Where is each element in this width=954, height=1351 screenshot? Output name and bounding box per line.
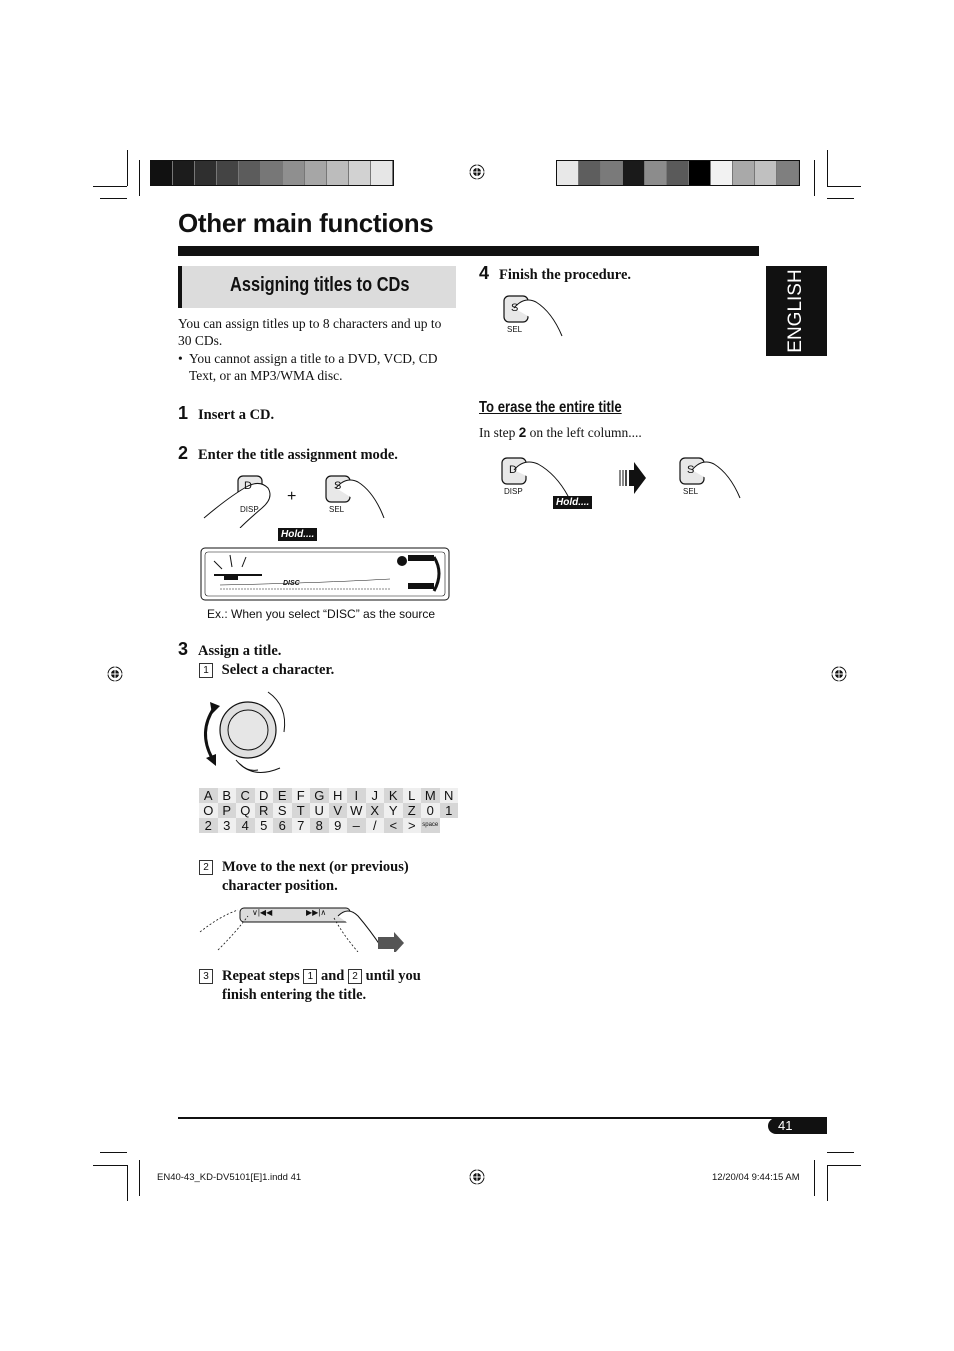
character-cell: U (310, 803, 329, 818)
crop-mark (827, 1165, 861, 1166)
crop-mark (127, 150, 128, 186)
step-2 (178, 443, 398, 464)
step-text: Insert a CD. (198, 407, 275, 423)
substep-text: Select a character. (221, 662, 335, 678)
crop-mark (814, 1160, 815, 1196)
character-cell: I (347, 788, 366, 803)
color-swatch (667, 161, 689, 185)
character-cell: C (236, 788, 255, 803)
hold-badge (278, 524, 317, 542)
step-text: Assign a title. (198, 643, 282, 659)
substep-text-b: until you finish entering the title. (222, 968, 421, 1003)
color-swatch (239, 161, 261, 185)
character-cell: 6 (273, 818, 292, 833)
substep-number: 2 (199, 860, 213, 875)
character-cell: 2 (199, 818, 218, 833)
seek-button-illustration (198, 902, 408, 952)
footer-rule (178, 1117, 827, 1119)
crop-mark (814, 160, 815, 196)
color-swatch (151, 161, 173, 185)
substep-ref: 1 (303, 969, 317, 984)
character-cell: F (292, 788, 311, 803)
substep-text-a: Repeat steps (222, 968, 300, 984)
section-title: Assigning titles to CDs (230, 274, 410, 296)
disp-label: DISP (240, 505, 259, 514)
color-swatch (689, 161, 711, 185)
sel-label: SEL (683, 487, 699, 496)
crop-mark (100, 1152, 127, 1153)
footer-file-info: EN40-43_KD-DV5101[E]1.indd 41 (157, 1172, 302, 1183)
language-tab (766, 266, 827, 356)
character-cell: W (347, 803, 366, 818)
erase-title: To erase the entire title (479, 399, 622, 416)
step-text: Enter the title assignment mode. (198, 447, 398, 463)
erase-text-b: on the left column.... (529, 425, 642, 440)
step-3-sub-2 (199, 858, 449, 896)
step-3 (178, 639, 281, 660)
registration-mark-icon (831, 666, 847, 682)
bullet-note: • You cannot assign a title to a DVD, VCD, CD Text, or an MP3/WMA disc. (178, 350, 453, 384)
color-swatch (623, 161, 645, 185)
color-swatch (777, 161, 799, 185)
registration-mark-icon (107, 666, 123, 682)
character-cell: > (403, 818, 422, 833)
step-number: 3 (178, 639, 189, 659)
crop-mark (827, 198, 854, 199)
d-key-label: D (509, 464, 517, 476)
substep-number: 3 (199, 969, 213, 984)
crop-mark (139, 160, 140, 196)
disp-label: DISP (504, 487, 523, 496)
character-cell: 1 (440, 803, 459, 818)
control-dial-illustration (196, 688, 296, 780)
character-cell: 9 (329, 818, 348, 833)
step-3-sub-1 (199, 662, 334, 679)
step-4 (479, 263, 631, 284)
character-table (199, 788, 458, 833)
intro-paragraph: You can assign titles up to 8 characters and up to 30 CDs. (178, 316, 442, 348)
color-swatch (305, 161, 327, 185)
character-cell: L (403, 788, 422, 803)
erase-text (479, 424, 642, 441)
registration-mark-icon (469, 1169, 485, 1185)
crop-mark (827, 186, 861, 187)
sel-button-illustration (496, 290, 576, 350)
page-title: Other main functions (178, 208, 434, 238)
step-3-sub-3 (199, 967, 459, 1005)
substep-text-and: and (320, 968, 345, 984)
character-cell: V (329, 803, 348, 818)
sel-label: SEL (329, 505, 345, 514)
character-cell: P (218, 803, 237, 818)
character-cell: G (310, 788, 329, 803)
character-cell: 4 (236, 818, 255, 833)
bullet-text: You cannot assign a title to a DVD, VCD, CD Text, or an MP3/WMA disc. (189, 351, 438, 383)
hold-text: Hold.... (553, 496, 592, 509)
character-cell: – (347, 818, 366, 833)
intro-text (178, 315, 453, 349)
character-cell: D (255, 788, 274, 803)
disp-button-illustration (200, 468, 280, 528)
character-cell: K (384, 788, 403, 803)
character-cell: O (199, 803, 218, 818)
step-number: 1 (178, 403, 189, 423)
crop-mark (93, 1165, 127, 1166)
color-swatch (173, 161, 195, 185)
character-cell: A (199, 788, 218, 803)
color-swatch (261, 161, 283, 185)
character-cell: 8 (310, 818, 329, 833)
substep-text (199, 967, 459, 1005)
display-caption: Ex.: When you select “DISC” as the source (207, 607, 436, 621)
arrow-right-icon (618, 460, 648, 496)
character-cell: Z (403, 803, 422, 818)
step-text: Finish the procedure. (499, 267, 632, 283)
crop-mark (127, 1165, 128, 1201)
crop-mark (827, 150, 828, 186)
character-cell: R (255, 803, 274, 818)
color-swatch (755, 161, 777, 185)
color-swatch (217, 161, 239, 185)
character-cell: 3 (218, 818, 237, 833)
footer-date: 12/20/04 9:44:15 AM (712, 1172, 800, 1183)
section-header (178, 266, 456, 308)
s-key-label: S (511, 302, 519, 314)
character-cell: E (273, 788, 292, 803)
character-cell: N (440, 788, 459, 803)
color-swatch (733, 161, 755, 185)
hold-text: Hold.... (278, 528, 317, 541)
erase-step-ref: 2 (518, 425, 527, 440)
character-cell: M (421, 788, 440, 803)
color-swatch (327, 161, 349, 185)
character-cell: space (421, 818, 440, 833)
plus-sign: + (287, 488, 297, 505)
character-cell: 5 (255, 818, 274, 833)
color-swatch (371, 161, 393, 185)
color-swatch (557, 161, 579, 185)
character-cell: < (384, 818, 403, 833)
character-cell: X (366, 803, 385, 818)
color-swatch (195, 161, 217, 185)
color-calibration-strip-right (556, 160, 800, 186)
hold-badge (553, 492, 592, 510)
title-rule (178, 246, 759, 256)
display-disc-label: DISC (283, 580, 300, 587)
crop-mark (827, 1152, 854, 1153)
character-cell: Y (384, 803, 403, 818)
page-number: 41 (768, 1118, 827, 1134)
s-key-label: S (334, 480, 342, 492)
color-calibration-strip-left (150, 160, 394, 186)
display-panel-illustration (200, 547, 450, 601)
character-cell: Q (236, 803, 255, 818)
substep-ref: 2 (348, 969, 362, 984)
step-number: 4 (479, 263, 490, 283)
language-tab-label: ENGLISH (785, 269, 806, 353)
character-cell: T (292, 803, 311, 818)
crop-mark (827, 1165, 828, 1201)
character-cell: H (329, 788, 348, 803)
character-cell: / (366, 818, 385, 833)
character-cell: 0 (421, 803, 440, 818)
crop-mark (93, 186, 127, 187)
character-cell: J (366, 788, 385, 803)
seek-next-label: ▶▶|∧ (306, 908, 327, 917)
erase-text-a: In step (479, 425, 516, 440)
crop-mark (100, 198, 127, 199)
step-number: 2 (178, 443, 189, 463)
registration-mark-icon (469, 164, 485, 180)
character-cell (440, 818, 459, 833)
substep-text: Move to the next (or previous) character position. (222, 859, 409, 894)
d-key-label: D (244, 480, 252, 492)
color-swatch (349, 161, 371, 185)
s-key-label: S (687, 464, 695, 476)
seek-prev-label: ∨|◀◀ (252, 908, 273, 917)
color-swatch (283, 161, 305, 185)
sel-button-illustration (318, 468, 398, 528)
sel-label: SEL (507, 325, 523, 334)
character-cell: B (218, 788, 237, 803)
color-swatch (711, 161, 733, 185)
color-swatch (579, 161, 601, 185)
color-swatch (601, 161, 623, 185)
character-cell: S (273, 803, 292, 818)
character-cell: 7 (292, 818, 311, 833)
crop-mark (139, 1160, 140, 1196)
substep-number: 1 (199, 663, 213, 678)
step-1 (178, 403, 274, 424)
color-swatch (645, 161, 667, 185)
